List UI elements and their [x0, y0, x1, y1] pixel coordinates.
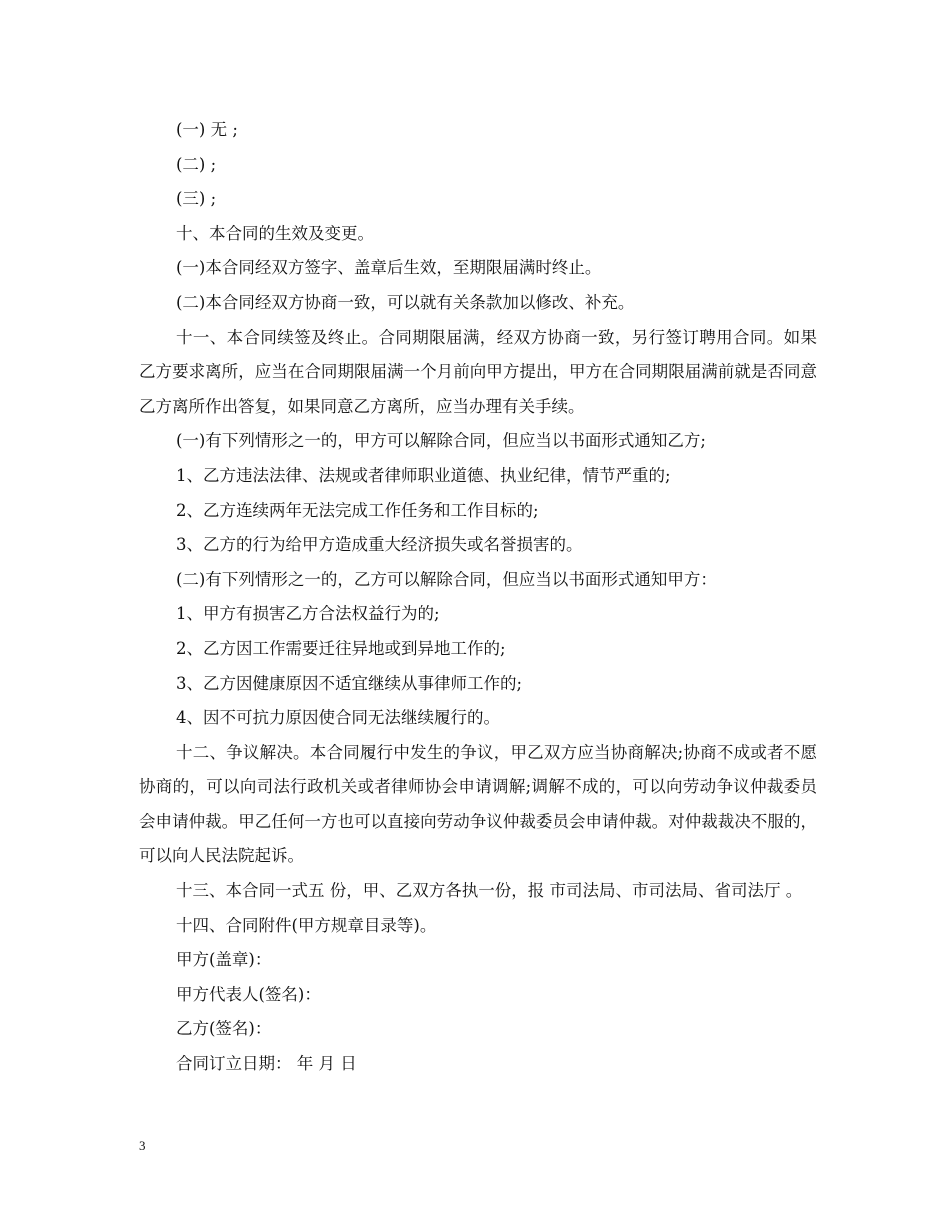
section-13-paragraph: 十三、本合同一式五 份，甲、乙双方各执一份，报 市司法局、市司法局、省司法厅 。	[176, 881, 803, 901]
section-11-paragraph: 十一、本合同续签及终止。合同期限届满，经双方协商一致，另行签订聘用合同。如果乙方要求离所，应当在合同期限届满一个月前向甲方提出，甲方在合同期限届满前就是否同意乙方离所作出答复，如果同意乙方离所，应当办理有关手续。	[139, 327, 817, 416]
section-11-a-case-2: 2、乙方连续两年无法完成工作任务和工作目标的;	[176, 500, 539, 520]
section-10-item-2: (二)本合同经双方协商一致，可以就有关条款加以修改、补充。	[176, 292, 635, 312]
contract-date-line: 合同订立日期： 年 月 日	[176, 1054, 357, 1074]
party-b-signature-line: 乙方(签名)：	[176, 1019, 272, 1039]
section-12-paragraph: 十二、争议解决。本合同履行中发生的争议，甲乙双方应当协商解决;协商不成或者不愿协商的，可以向司法行政机关或者律师协会申请调解;调解不成的，可以向劳动争议仲裁委员会申请仲裁。甲乙任何一方也可以直接向劳动争议仲裁委员会申请仲裁。对仲裁裁决不服的，可以向人民法院起诉。	[139, 742, 817, 866]
party-a-representative-line: 甲方代表人(签名)：	[176, 984, 321, 1004]
section-11-b-case-1: 1、甲方有损害乙方合法权益行为的;	[176, 604, 440, 624]
section-10-heading: 十、本合同的生效及变更。	[176, 223, 374, 243]
section-11-a-case-3: 3、乙方的行为给甲方造成重大经济损失或名誉损害的。	[176, 535, 583, 555]
section-11-party-b-termination: (二)有下列情形之一的，乙方可以解除合同，但应当以书面形式通知甲方：	[176, 569, 717, 589]
section-10-item-1: (一)本合同经双方签字、盖章后生效，至期限届满时终止。	[176, 258, 602, 278]
section-11-a-case-1: 1、乙方违法法律、法规或者律师职业道德、执业纪律，情节严重的;	[176, 465, 671, 485]
section-11-b-case-4: 4、因不可抗力原因使合同无法继续履行的。	[176, 708, 500, 728]
clause-item-2: (二) ;	[176, 154, 217, 174]
clause-item-3: (三) ;	[176, 189, 217, 209]
section-11-b-case-2: 2、乙方因工作需要迁往异地或到异地工作的;	[176, 638, 506, 658]
contract-body	[139, 113, 817, 1082]
section-14-paragraph: 十四、合同附件(甲方规章目录等)。	[176, 915, 437, 935]
page-number: 3	[139, 1138, 146, 1153]
section-11-party-a-termination: (一)有下列情形之一的，甲方可以解除合同，但应当以书面形式通知乙方;	[176, 431, 706, 451]
clause-item-1: (一) 无 ;	[176, 120, 238, 139]
section-11-b-case-3: 3、乙方因健康原因不适宜继续从事律师工作的;	[176, 673, 523, 693]
party-a-seal-line: 甲方(盖章)：	[176, 950, 272, 970]
